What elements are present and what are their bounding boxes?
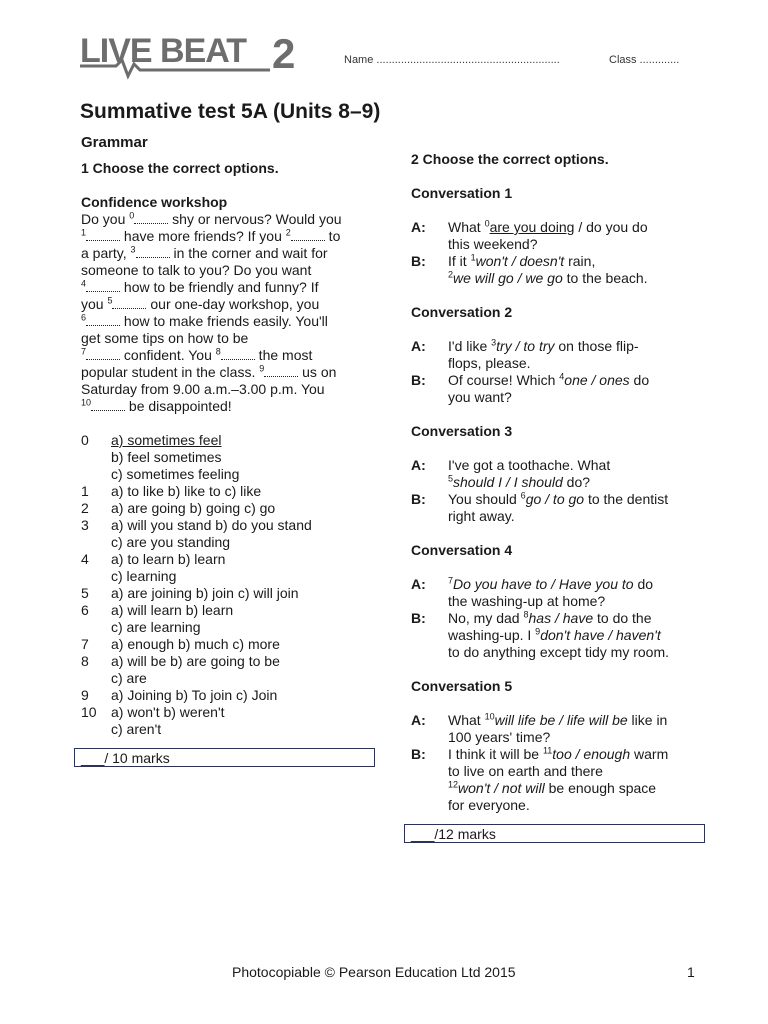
exercise-1 bbox=[81, 134, 381, 767]
choice-options[interactable]: won't / doesn't bbox=[475, 253, 565, 269]
passage-line bbox=[81, 211, 381, 228]
dialogue-text bbox=[448, 253, 595, 270]
svg-text:2: 2 bbox=[272, 30, 296, 77]
svg-text:LIVE BEAT: LIVE BEAT bbox=[80, 32, 247, 70]
question-number: 6 bbox=[81, 602, 89, 618]
gap-number: 1 bbox=[470, 252, 476, 263]
speaker-label bbox=[411, 797, 448, 814]
passage-line bbox=[81, 330, 381, 347]
option-row bbox=[81, 602, 381, 619]
exercise-2 bbox=[411, 151, 711, 843]
option-text[interactable]: a) will you stand b) do you stand bbox=[111, 517, 312, 533]
option-text[interactable]: a) will learn b) learn bbox=[111, 602, 234, 618]
page-title: Summative test 5A (Units 8–9) bbox=[80, 100, 381, 123]
option-row bbox=[81, 585, 381, 602]
speaker-label bbox=[411, 270, 448, 287]
passage-text: popular student in the class. bbox=[81, 364, 260, 380]
page-number: 1 bbox=[687, 964, 695, 980]
option-text[interactable]: a) enough b) much c) more bbox=[111, 636, 280, 652]
dialogue-line bbox=[411, 576, 711, 593]
question-number bbox=[81, 619, 111, 636]
choice-options[interactable]: try / to try bbox=[496, 338, 555, 354]
passage-text: to bbox=[324, 228, 341, 244]
dialogue-fragment: What bbox=[448, 219, 485, 235]
exercise-2-instruction: 2 Choose the correct options. bbox=[411, 151, 609, 167]
passage-text: the most bbox=[254, 347, 313, 363]
passage-text: us on bbox=[298, 364, 337, 380]
option-text[interactable]: c) aren't bbox=[111, 721, 162, 737]
gap-number: 12 bbox=[448, 779, 459, 790]
option-row bbox=[81, 568, 381, 585]
dialogue-line bbox=[411, 610, 711, 627]
option-text[interactable]: a) won't b) weren't bbox=[111, 704, 225, 720]
dialogue-fragment: / do you do bbox=[574, 219, 648, 235]
passage-text: a party, bbox=[81, 245, 131, 261]
gap-number: 11 bbox=[542, 745, 553, 756]
dialogue-fragment: do bbox=[629, 372, 650, 388]
question-number: 0 bbox=[81, 432, 89, 448]
option-text[interactable]: a) sometimes feel bbox=[111, 432, 222, 448]
passage-text: how to be friendly and funny? If bbox=[120, 279, 319, 295]
passage-text: someone to talk to you? Do you want bbox=[81, 262, 312, 278]
option-row bbox=[81, 636, 381, 653]
dialogue-line bbox=[411, 457, 711, 474]
dialogue-fragment: do? bbox=[562, 474, 591, 490]
dialogue-fragment: to do the bbox=[593, 610, 652, 626]
passage-text: be disappointed! bbox=[125, 398, 232, 414]
question-number bbox=[81, 721, 111, 738]
dialogue-fragment: I'd like bbox=[448, 338, 492, 354]
dialogue-fragment: I've got a toothache. What bbox=[448, 457, 611, 473]
passage-text: our one-day workshop, you bbox=[146, 296, 320, 312]
passage-line bbox=[81, 245, 381, 262]
dialogue-line bbox=[411, 253, 711, 270]
gap-number: 8 bbox=[523, 609, 529, 620]
conversation-title: Conversation 5 bbox=[411, 678, 513, 694]
dialogue-fragment: warm bbox=[630, 746, 669, 762]
exercise-1-instruction: 1 Choose the correct options. bbox=[81, 160, 279, 176]
speaker-label bbox=[411, 593, 448, 610]
gap-number: 2 bbox=[448, 269, 454, 280]
gap-number: 9 bbox=[535, 626, 541, 637]
gap-number: 1 bbox=[81, 227, 87, 238]
question-number: 4 bbox=[81, 551, 89, 567]
speaker-label: B: bbox=[411, 491, 426, 507]
passage-text: in the corner and wait for bbox=[169, 245, 328, 261]
speaker-label: A: bbox=[411, 712, 426, 728]
gap-number: 5 bbox=[107, 295, 113, 306]
dialogue-text bbox=[448, 372, 649, 389]
dialogue-text bbox=[448, 270, 648, 287]
passage-line bbox=[81, 262, 381, 279]
dialogue-fragment: flops, please. bbox=[448, 355, 531, 371]
dialogue-fragment: to do anything except tidy my room. bbox=[448, 644, 669, 660]
dialogue-fragment: like in bbox=[627, 712, 668, 728]
gap-number: 5 bbox=[448, 473, 454, 484]
speaker-label bbox=[411, 780, 448, 797]
dialogue-text bbox=[448, 627, 661, 644]
gap-number: 8 bbox=[215, 346, 221, 357]
question-number bbox=[81, 466, 111, 483]
dialogue-fragment: for everyone. bbox=[448, 797, 530, 813]
dialogue-line bbox=[411, 355, 711, 372]
option-text[interactable]: c) are learning bbox=[111, 619, 201, 635]
speaker-label bbox=[411, 236, 448, 253]
question-number: 7 bbox=[81, 636, 89, 652]
option-text[interactable]: a) Joining b) To join c) Join bbox=[111, 687, 278, 703]
answer-blank[interactable] bbox=[86, 314, 120, 326]
dialogue-fragment: this weekend? bbox=[448, 236, 538, 252]
gap-number: 3 bbox=[130, 244, 136, 255]
dialogue-fragment: 100 years' time? bbox=[448, 729, 551, 745]
option-text[interactable]: c) are you standing bbox=[111, 534, 231, 550]
option-text[interactable]: c) sometimes feeling bbox=[111, 466, 240, 482]
option-row bbox=[81, 534, 381, 551]
gap-number: 10 bbox=[484, 711, 495, 722]
exercise-2-marks-box: ___/12 marks bbox=[404, 824, 705, 843]
passage-line bbox=[81, 364, 381, 381]
dialogue-text bbox=[448, 746, 668, 763]
passage-text: Saturday from 9.00 a.m.–3.00 p.m. You bbox=[81, 381, 325, 397]
dialogue-text bbox=[448, 729, 550, 746]
dialogue-line bbox=[411, 746, 711, 763]
option-text[interactable]: a) to like b) like to c) like bbox=[111, 483, 262, 499]
passage-title: Confidence workshop bbox=[81, 194, 228, 210]
passage-line bbox=[81, 347, 381, 364]
dialogue-line bbox=[411, 338, 711, 355]
answer-blank[interactable] bbox=[112, 297, 146, 309]
choice-options[interactable]: go / to go bbox=[525, 491, 585, 507]
dialogue-line bbox=[411, 763, 711, 780]
dialogue-fragment: you want? bbox=[448, 389, 512, 405]
gap-number: 0 bbox=[129, 210, 135, 221]
passage-text: you bbox=[81, 296, 108, 312]
gap-number: 7 bbox=[448, 575, 454, 586]
conversation-title: Conversation 2 bbox=[411, 304, 513, 320]
question-number: 3 bbox=[81, 517, 89, 533]
speaker-label bbox=[411, 389, 448, 406]
question-number: 2 bbox=[81, 500, 89, 516]
option-row bbox=[81, 551, 381, 568]
dialogue-line bbox=[411, 508, 711, 525]
question-number bbox=[81, 670, 111, 687]
question-number: 9 bbox=[81, 687, 89, 703]
dialogue-text bbox=[448, 389, 512, 406]
dialogue-text bbox=[448, 763, 603, 780]
option-row bbox=[81, 670, 381, 687]
dialogue-line bbox=[411, 780, 711, 797]
passage-line bbox=[81, 228, 381, 245]
answer-blank[interactable] bbox=[291, 229, 325, 241]
question-number bbox=[81, 534, 111, 551]
conversations bbox=[411, 168, 711, 814]
option-text[interactable]: c) are bbox=[111, 670, 147, 686]
choice-options[interactable]: don't have / haven't bbox=[540, 627, 661, 643]
dialogue-line bbox=[411, 372, 711, 389]
speaker-label: A: bbox=[411, 457, 426, 473]
dialogue-fragment: I think it will be bbox=[448, 746, 543, 762]
speaker-label bbox=[411, 355, 448, 372]
option-text[interactable]: a) to learn b) learn bbox=[111, 551, 226, 567]
dialogue-line bbox=[411, 644, 711, 661]
speaker-label: B: bbox=[411, 372, 426, 388]
options-list bbox=[81, 432, 381, 738]
gap-number: 4 bbox=[81, 278, 87, 289]
question-number bbox=[81, 449, 111, 466]
answer-blank[interactable] bbox=[221, 348, 255, 360]
section-heading: Grammar bbox=[81, 134, 148, 151]
dialogue-fragment: What bbox=[448, 712, 485, 728]
speaker-label: A: bbox=[411, 338, 426, 354]
question-number: 8 bbox=[81, 653, 89, 669]
dialogue-text bbox=[448, 780, 656, 797]
passage-text: get some tips on how to be bbox=[81, 330, 249, 346]
dialogue-text bbox=[448, 474, 590, 491]
speaker-label: B: bbox=[411, 253, 426, 269]
speaker-label bbox=[411, 508, 448, 525]
dialogue-text bbox=[448, 593, 605, 610]
speaker-label bbox=[411, 729, 448, 746]
dialogue-fragment: If it bbox=[448, 253, 471, 269]
option-row bbox=[81, 653, 381, 670]
passage-line bbox=[81, 279, 381, 296]
passage-text: shy or nervous? Would you bbox=[168, 211, 342, 227]
dialogue-line bbox=[411, 712, 711, 729]
option-text[interactable]: b) feel sometimes bbox=[111, 449, 222, 465]
answer-blank[interactable] bbox=[136, 246, 170, 258]
copyright: Photocopiable © Pearson Education Ltd 2015 bbox=[232, 964, 516, 980]
gap-number: 6 bbox=[81, 312, 87, 323]
gap-number: 10 bbox=[81, 397, 92, 408]
gap-number: 6 bbox=[520, 490, 526, 501]
answer-blank[interactable] bbox=[86, 229, 120, 241]
name-field: Name ............................................................ bbox=[344, 54, 560, 66]
answer-blank[interactable] bbox=[86, 348, 120, 360]
dialogue-text bbox=[448, 338, 639, 355]
choice-options[interactable]: won't / not will bbox=[458, 780, 545, 796]
dialogue-fragment: Of course! Which bbox=[448, 372, 560, 388]
speaker-label: A: bbox=[411, 219, 426, 235]
dialogue-line bbox=[411, 389, 711, 406]
option-row bbox=[81, 704, 381, 721]
dialogue-fragment: to the beach. bbox=[562, 270, 648, 286]
passage-text: have more friends? If you bbox=[120, 228, 286, 244]
gap-number: 4 bbox=[559, 371, 565, 382]
choice-options[interactable]: are you doing bbox=[489, 219, 575, 235]
exercise-1-marks-box: ___/ 10 marks bbox=[74, 748, 375, 767]
dialogue-fragment: the washing-up at home? bbox=[448, 593, 606, 609]
speaker-label: B: bbox=[411, 610, 426, 626]
option-row bbox=[81, 483, 381, 500]
option-row bbox=[81, 449, 381, 466]
dialogue-fragment: No, my dad bbox=[448, 610, 524, 626]
gap-number: 9 bbox=[259, 363, 265, 374]
question-number: 10 bbox=[81, 704, 97, 720]
question-number: 5 bbox=[81, 585, 89, 601]
dialogue-line bbox=[411, 797, 711, 814]
speaker-label bbox=[411, 474, 448, 491]
speaker-label: A: bbox=[411, 576, 426, 592]
question-number: 1 bbox=[81, 483, 89, 499]
option-row bbox=[81, 500, 381, 517]
dialogue-fragment: on those flip- bbox=[554, 338, 639, 354]
dialogue-line bbox=[411, 219, 711, 236]
dialogue-fragment: rain, bbox=[564, 253, 596, 269]
passage-line bbox=[81, 398, 381, 415]
dialogue-line bbox=[411, 627, 711, 644]
conversation-title: Conversation 4 bbox=[411, 542, 513, 558]
question-number bbox=[81, 568, 111, 585]
dialogue-text bbox=[448, 644, 669, 661]
option-row bbox=[81, 687, 381, 704]
class-field: Class ............. bbox=[609, 54, 680, 66]
option-row bbox=[81, 517, 381, 534]
option-text[interactable]: a) are going b) going c) go bbox=[111, 500, 276, 516]
dialogue-fragment: be enough space bbox=[544, 780, 657, 796]
answer-blank[interactable] bbox=[86, 280, 120, 292]
option-row bbox=[81, 721, 381, 738]
passage-line bbox=[81, 296, 381, 313]
live-beat-logo bbox=[80, 30, 300, 82]
dialogue-text bbox=[448, 797, 530, 814]
passage-line bbox=[81, 313, 381, 330]
option-row bbox=[81, 432, 381, 449]
dialogue-text bbox=[448, 508, 515, 525]
passage-line bbox=[81, 381, 381, 398]
dialogue-fragment: to the dentist bbox=[584, 491, 669, 507]
passage-text: Do you bbox=[81, 211, 130, 227]
dialogue-line bbox=[411, 729, 711, 746]
choice-options[interactable]: Do you have to / Have you to bbox=[453, 576, 634, 592]
dialogue-text bbox=[448, 712, 667, 729]
option-text[interactable]: a) are joining b) join c) will join bbox=[111, 585, 299, 601]
dialogue-text bbox=[448, 355, 531, 372]
dialogue-text bbox=[448, 236, 538, 253]
dialogue-line bbox=[411, 593, 711, 610]
gap-number: 2 bbox=[285, 227, 291, 238]
dialogue-text bbox=[448, 610, 652, 627]
choice-options[interactable]: will life be / life will be bbox=[494, 712, 628, 728]
dialogue-line bbox=[411, 491, 711, 508]
conversation-title: Conversation 1 bbox=[411, 185, 513, 201]
speaker-label: B: bbox=[411, 746, 426, 762]
dialogue-text bbox=[448, 457, 610, 474]
dialogue-fragment: do bbox=[633, 576, 654, 592]
speaker-label bbox=[411, 627, 448, 644]
choice-options[interactable]: we will go / we go bbox=[453, 270, 563, 286]
conversation-title: Conversation 3 bbox=[411, 423, 513, 439]
choice-options[interactable]: has / have bbox=[528, 610, 594, 626]
dialogue-text bbox=[448, 219, 648, 236]
dialogue-fragment: right away. bbox=[448, 508, 515, 524]
dialogue-fragment: to live on earth and there bbox=[448, 763, 603, 779]
option-row bbox=[81, 619, 381, 636]
answer-blank[interactable] bbox=[264, 365, 298, 377]
dialogue-line bbox=[411, 474, 711, 491]
passage-text: confident. You bbox=[120, 347, 216, 363]
answer-blank[interactable] bbox=[134, 212, 168, 224]
answer-blank[interactable] bbox=[91, 399, 125, 411]
dialogue-line bbox=[411, 236, 711, 253]
option-text[interactable]: c) learning bbox=[111, 568, 177, 584]
dialogue-fragment: You should bbox=[448, 491, 521, 507]
gap-number: 7 bbox=[81, 346, 87, 357]
speaker-label bbox=[411, 644, 448, 661]
gap-number: 3 bbox=[491, 337, 497, 348]
dialogue-line bbox=[411, 270, 711, 287]
gap-number: 0 bbox=[484, 218, 490, 229]
speaker-label bbox=[411, 763, 448, 780]
choice-options[interactable]: too / enough bbox=[552, 746, 631, 762]
dialogue-fragment: washing-up. I bbox=[448, 627, 536, 643]
passage bbox=[81, 211, 381, 415]
dialogue-text bbox=[448, 576, 653, 593]
choice-options[interactable]: should I / I should bbox=[453, 474, 563, 490]
choice-options[interactable]: one / ones bbox=[564, 372, 630, 388]
option-text[interactable]: a) will be b) are going to be bbox=[111, 653, 280, 669]
dialogue-text bbox=[448, 491, 668, 508]
option-row bbox=[81, 466, 381, 483]
passage-text: how to make friends easily. You'll bbox=[120, 313, 328, 329]
